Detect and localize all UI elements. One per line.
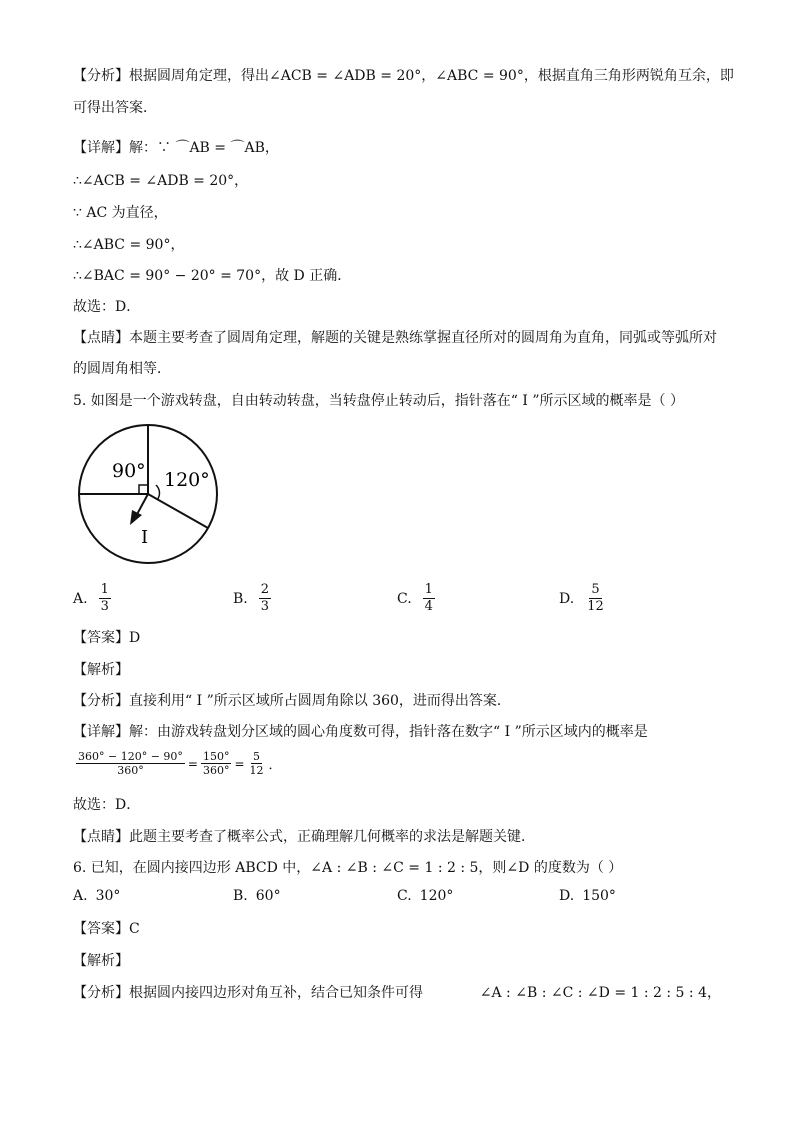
label-I: I	[141, 527, 149, 548]
formula-eq-1: =	[187, 756, 198, 771]
q5-option-c-label: C.	[397, 590, 412, 607]
q6-explanation-heading: 【解析】	[73, 953, 129, 969]
q5-option-d-den: 12	[587, 599, 604, 614]
q6-option-d-label: D.	[559, 888, 575, 904]
detail-line-5: ∴∠BAC = 90° − 20° = 70°，故 D 正确．	[73, 268, 352, 284]
comment-line-2: 的圆周角相等．	[73, 361, 171, 377]
comment-line-1: 【点睛】本题主要考查了圆周角定理，解题的关键是熟练掌握直径所对的圆周角为直角，同弧或等弧所对	[73, 330, 717, 346]
formula-end: ．	[268, 758, 282, 773]
detail-line-2: ∴∠ACB = ∠ADB = 20°，	[73, 173, 249, 189]
formula-num-3: 5	[253, 750, 261, 763]
q5-option-a-label: A.	[73, 590, 88, 607]
q6-option-c-value: 120°	[419, 888, 454, 904]
q5-analysis: 【分析】直接利用“ I ”所示区域所占圆周角除以 360，进而得出答案．	[73, 693, 511, 709]
formula-den-2: 360°	[202, 764, 230, 777]
q5-option-b-label: B.	[233, 590, 248, 607]
q5-choice: 故选：D．	[73, 797, 141, 813]
q6-option-b-label: B.	[233, 888, 248, 904]
q5-detail: 【详解】解：由游戏转盘划分区域的圆心角度数可得，指针落在数字“ I ”所示区域内的概率是	[73, 724, 648, 740]
q5-option-d[interactable]	[559, 582, 609, 615]
formula-num-1: 360° − 120° − 90°	[78, 750, 183, 763]
detail-line-3: ∵ AC 为直径，	[73, 205, 168, 221]
question-5-stem: 5. 如图是一个游戏转盘，自由转动转盘，当转盘停止转动后，指针落在“ I ”所示区域的概率是（ ）	[73, 393, 685, 409]
q6-option-a[interactable]	[73, 888, 120, 904]
q6-option-c[interactable]	[397, 888, 453, 904]
label-120: 120°	[164, 469, 210, 491]
q6-analysis	[73, 983, 721, 1003]
q6-answer: 【答案】C	[73, 921, 140, 937]
q5-option-c[interactable]	[397, 582, 438, 615]
detail-line-1: 【详解】解：∵ ⌒AB = ⌒AB，	[73, 140, 279, 156]
q5-option-d-num: 5	[591, 582, 600, 597]
q5-option-d-label: D.	[559, 590, 575, 607]
q5-option-c-den: 4	[424, 599, 433, 614]
q6-option-d[interactable]	[559, 888, 616, 904]
formula-num-2: 150°	[202, 750, 230, 763]
formula-den-3: 12	[249, 764, 264, 777]
q5-option-a[interactable]	[73, 582, 114, 615]
probability-formula	[73, 750, 282, 777]
q6-option-b[interactable]	[233, 888, 281, 904]
q5-answer: 【答案】D	[73, 630, 141, 646]
q6-option-b-value: 60°	[255, 888, 281, 904]
q5-option-b-num: 2	[260, 582, 270, 597]
formula-eq-2: =	[234, 756, 245, 771]
q5-option-c-num: 1	[424, 582, 433, 597]
q6-option-a-label: A.	[73, 888, 88, 904]
q5-option-a-den: 3	[100, 599, 109, 614]
choice-line: 故选：D．	[73, 299, 141, 315]
q6-option-c-label: C.	[397, 888, 412, 904]
spinner-figure	[76, 422, 226, 572]
detail-line-4: ∴∠ABC = 90°，	[73, 237, 185, 253]
question-6-stem: 6. 已知，在圆内接四边形 ABCD 中，∠A : ∠B : ∠C = 1 : 2 : 5，则∠D 的度数为（ ）	[73, 860, 623, 876]
q6-option-a-value: 30°	[95, 888, 121, 904]
analysis-line-1: 【分析】根据圆周角定理，得出∠ACB = ∠ADB = 20°，∠ABC = 90°，根据直角三角形两锐角互余，即	[73, 68, 734, 84]
q5-option-b-den: 3	[260, 599, 270, 614]
q6-analysis-ratio: ∠A : ∠B : ∠C : ∠D = 1 : 2 : 5 : 4，	[479, 985, 721, 1001]
formula-den-1: 360°	[117, 764, 144, 777]
analysis-line-2: 可得出答案．	[73, 100, 157, 116]
q5-comment: 【点睛】此题主要考查了概率公式，正确理解几何概率的求法是解题关键．	[73, 829, 535, 845]
q5-explanation-heading: 【解析】	[73, 662, 129, 678]
label-90: 90°	[112, 460, 146, 482]
q6-option-d-value: 150°	[582, 888, 616, 904]
q6-analysis-text: 【分析】根据圆内接四边形对角互补，结合已知条件可得	[73, 985, 423, 1001]
q5-option-b[interactable]	[233, 582, 274, 615]
q5-option-a-num: 1	[100, 582, 109, 597]
